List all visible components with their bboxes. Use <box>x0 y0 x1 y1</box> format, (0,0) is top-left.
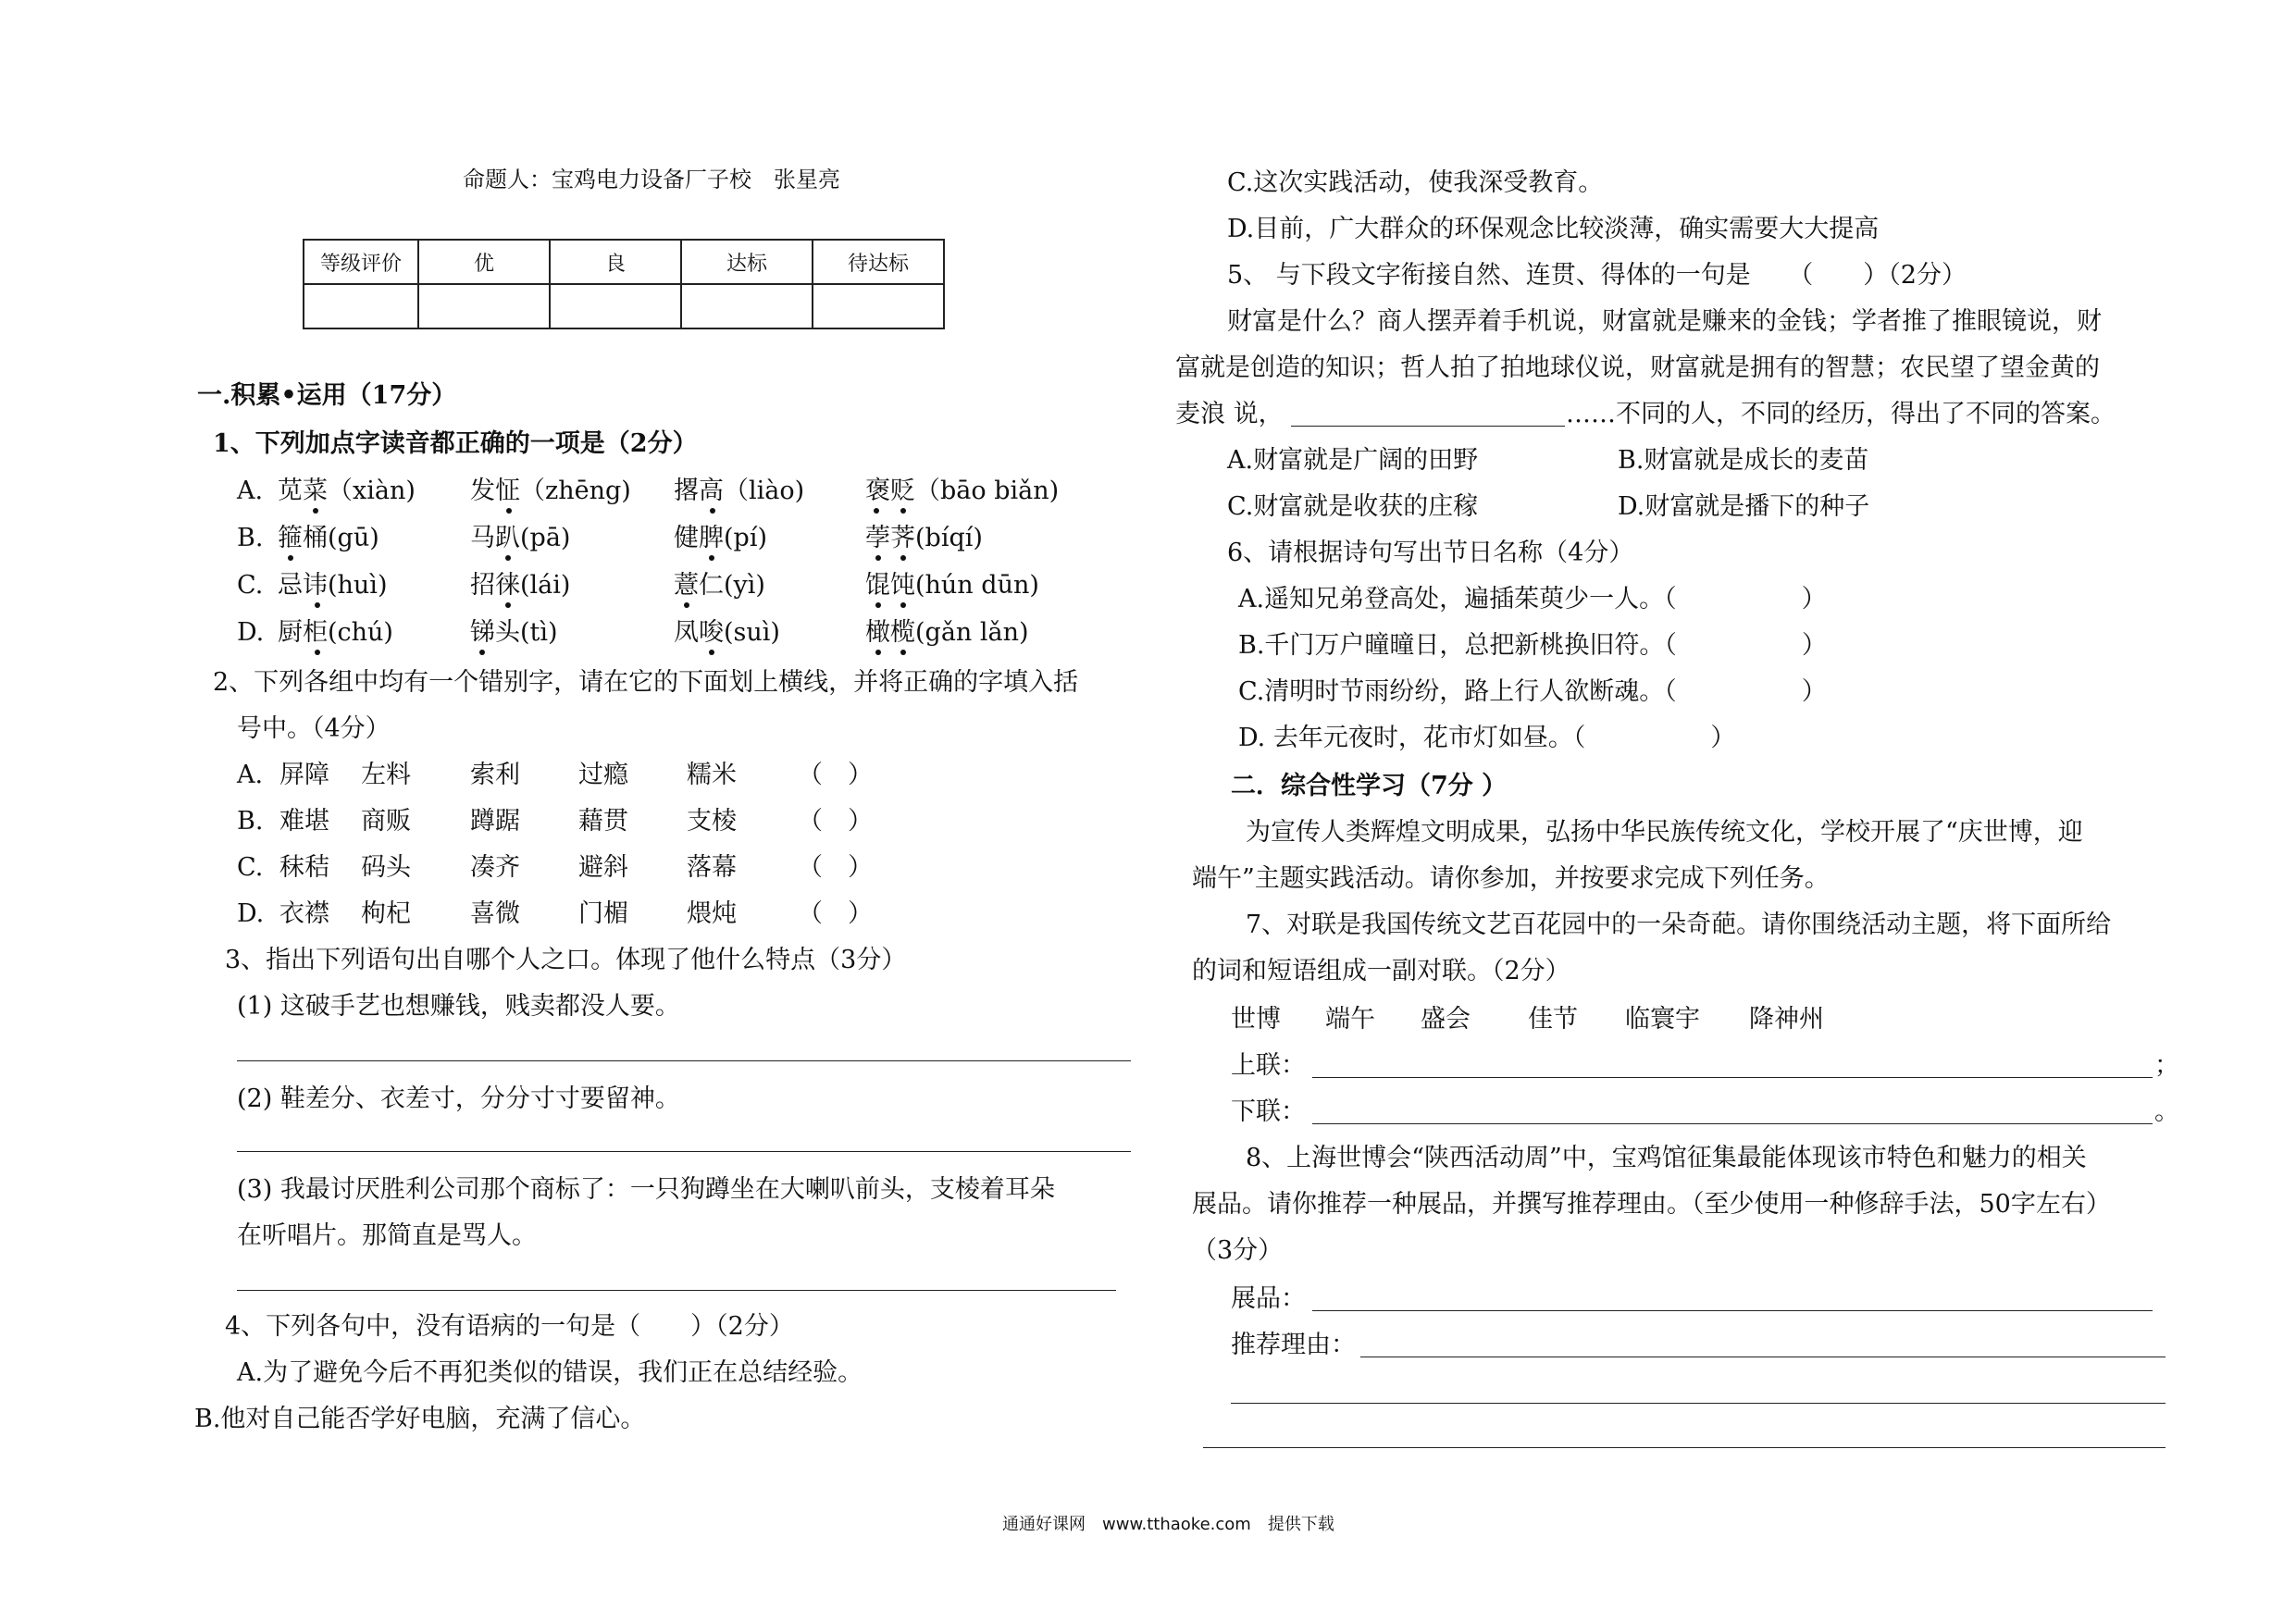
q2-row-c-w1: 秣秸 <box>279 853 329 882</box>
q2-row-d-w1: 衣襟 <box>279 899 329 928</box>
q1-row-b-item3: 健脾(pí) <box>674 524 767 552</box>
grade-empty-cell <box>304 284 418 328</box>
section1-heading: 一.积累•运用（17分） <box>197 381 457 410</box>
grade-empty-cell <box>813 284 944 328</box>
q5-passage-line2: 富就是创造的知识；哲人拍了拍地球仪说，财富就是拥有的智慧；农民望了望金黄的 <box>1175 353 2100 382</box>
grade-empty-cell <box>681 284 813 328</box>
q6-item-a: A.遥知兄弟登高处，遍插茱萸少一人。（ ） <box>1238 585 1827 613</box>
q2-row-c-blank[interactable]: （ ） <box>798 853 873 882</box>
q6-item-d: D. 去年元夜时，花市灯如昼。（ ） <box>1238 724 1736 752</box>
q1-row-a-item2: 发怔（zhēng) <box>470 477 631 505</box>
q2-row-d-w4: 门楣 <box>578 899 628 928</box>
q2-row-c-w3: 凑齐 <box>470 853 520 882</box>
q1-row-a-item1: 苋菜（xiàn) <box>278 477 416 505</box>
q3-sentence3-line1: (3) 我最讨厌胜利公司那个商标了：一只狗蹲坐在大喇叭前头，支棱着耳朵 <box>237 1175 1055 1204</box>
q2-row-c-letter: C. <box>237 853 264 882</box>
q1-row-c-item3: 薏仁(yì) <box>674 571 765 600</box>
q6-title: 6、请根据诗句写出节日名称（4分） <box>1227 539 1634 567</box>
q2-row-d-w5: 煨炖 <box>687 899 737 928</box>
q1-row-a-item3: 撂高（liào) <box>674 477 805 505</box>
q3-sentence3-line2: 在听唱片。那简直是骂人。 <box>237 1221 537 1250</box>
footer-credit: 通通好课网 www.tthaoke.com 提供下载 <box>1002 1515 1334 1534</box>
q1-row-a-letter: A. <box>237 477 264 505</box>
q1-row-d-item2: 锑头(tì) <box>470 618 558 647</box>
q4-option-b: B.他对自己能否学好电脑，充满了信心。 <box>194 1405 646 1433</box>
reason-label: 推荐理由： <box>1231 1331 1356 1359</box>
q1-row-b-item4: 荸荠(bíqí) <box>865 524 983 552</box>
q2-row-a-w1: 屏障 <box>279 761 329 789</box>
q3-title: 3、指出下列语句出自哪个人之口。体现了他什么特点（3分） <box>225 946 907 974</box>
q5-option-c: C.财富就是收获的庄稼 <box>1227 492 1479 521</box>
q4-option-d: D.目前，广大群众的环保观念比较淡薄，确实需要大大提高 <box>1227 215 1880 243</box>
q2-title-line2: 号中。（4分） <box>237 714 391 743</box>
q2-row-a-letter: A. <box>237 761 264 789</box>
q8-line1: 8、上海世博会“陕西活动周”中，宝鸡馆征集最能体现该市特色和魅力的相关 <box>1246 1144 2087 1172</box>
q1-row-a-item4: 褒贬（bāo biǎn) <box>865 477 1060 505</box>
q6-item-c: C.清明时节雨纷纷，路上行人欲断魂。（ ） <box>1238 677 1827 706</box>
q2-row-b-w4: 藉贯 <box>578 807 628 836</box>
q7-word-1: 世博 <box>1231 1005 1281 1034</box>
q7-word-2: 端午 <box>1325 1005 1375 1034</box>
lower-couplet-end: 。 <box>2154 1097 2179 1126</box>
lower-couplet-line[interactable] <box>1312 1123 2153 1124</box>
q2-row-b-w2: 商贩 <box>361 807 411 836</box>
q3-answer-line2[interactable] <box>237 1151 1131 1152</box>
q2-row-c-w4: 避斜 <box>578 853 628 882</box>
q1-title: 1、下列加点字读音都正确的一项是（2分） <box>213 429 698 458</box>
q1-row-c-letter: C. <box>237 571 264 600</box>
q2-row-b-w1: 难堪 <box>279 807 329 836</box>
exhibit-label: 展品： <box>1231 1284 1306 1313</box>
q7-line1: 7、对联是我国传统文艺百花园中的一朵奇葩。请你围绕活动主题，将下面所给 <box>1246 911 2112 939</box>
q2-row-a-w5: 糯米 <box>687 761 737 789</box>
q3-answer-line1[interactable] <box>237 1060 1131 1061</box>
q1-row-c-item1: 忌讳(huì) <box>278 571 388 600</box>
q7-word-5: 临寰宇 <box>1625 1005 1700 1034</box>
q4-title: 4、下列各句中，没有语病的一句是（ ）（2分） <box>225 1312 794 1341</box>
upper-couplet-label: 上联： <box>1231 1051 1306 1080</box>
q2-row-a-w2: 左料 <box>361 761 411 789</box>
q2-row-d-w3: 喜微 <box>470 899 520 928</box>
intro-line1: 为宣传人类辉煌文明成果，弘扬中华民族传统文化，学校开展了“庆世博，迎 <box>1246 818 2083 847</box>
q2-row-d-letter: D. <box>237 899 265 928</box>
q5-passage-line1: 财富是什么？商人摆弄着手机说，财富就是赚来的金钱；学者推了推眼镜说，财 <box>1227 307 2102 336</box>
q7-line2: 的词和短语组成一副对联。（2分） <box>1192 957 1570 985</box>
q4-option-c: C.这次实践活动，使我深受教育。 <box>1227 168 1604 197</box>
q3-sentence1: (1) 这破手艺也想赚钱，贱卖都没人要。 <box>237 992 680 1021</box>
upper-couplet-end: ； <box>2154 1051 2179 1080</box>
q2-row-c-w5: 落幕 <box>687 853 737 882</box>
q5-option-d: D.财富就是播下的种子 <box>1618 492 1870 521</box>
grade-col-pass: 达标 <box>681 240 813 284</box>
q2-row-a-blank[interactable]: （ ） <box>798 761 873 789</box>
grade-empty-cell <box>418 284 550 328</box>
q1-row-d-item1: 厨柜(chú) <box>278 618 393 647</box>
q7-word-6: 降神州 <box>1749 1005 1824 1034</box>
q1-row-c-item2: 招徕(lái) <box>470 571 571 600</box>
q5-title: 5、 与下段文字衔接自然、连贯、得体的一句是 （ ）（2分） <box>1227 261 1967 290</box>
q1-row-c-item4: 馄饨(hún dūn) <box>865 571 1039 600</box>
q2-row-b-letter: B. <box>237 807 264 836</box>
grade-table <box>303 239 945 329</box>
q2-title-line1: 2、下列各组中均有一个错别字，请在它的下面划上横线，并将正确的字填入括 <box>213 668 1079 697</box>
q2-row-b-w5: 支棱 <box>687 807 737 836</box>
section2-heading: 二．综合性学习（7分 ） <box>1231 772 1508 800</box>
q2-row-a-w4: 过瘾 <box>578 761 628 789</box>
q3-answer-line3[interactable] <box>237 1290 1116 1291</box>
grade-col-excellent: 优 <box>418 240 550 284</box>
q8-line3: （3分） <box>1192 1236 1284 1265</box>
q7-word-3: 盛会 <box>1421 1005 1471 1034</box>
q2-row-a-w3: 索利 <box>470 761 520 789</box>
reason-answer-line2[interactable] <box>1231 1403 2166 1404</box>
grade-table-label: 等级评价 <box>304 240 418 284</box>
q1-row-d-item4: 橄榄(gǎn lǎn) <box>865 618 1029 647</box>
q5-passage-line3a: 麦浪 说， <box>1175 400 1284 428</box>
q2-row-d-blank[interactable]: （ ） <box>798 899 873 928</box>
q1-row-b-item2: 马趴(pā) <box>470 524 571 552</box>
q3-sentence2: (2) 鞋差分、衣差寸，分分寸寸要留神。 <box>237 1084 680 1113</box>
grade-col-good: 良 <box>550 240 681 284</box>
author-line: 命题人：宝鸡电力设备厂子校 张星亮 <box>463 167 840 192</box>
q2-row-b-blank[interactable]: （ ） <box>798 807 873 836</box>
grade-col-pending: 待达标 <box>813 240 944 284</box>
q5-fill-blank[interactable] <box>1291 426 1565 427</box>
q7-word-4: 佳节 <box>1528 1005 1578 1034</box>
q1-row-b-item1: 箍桶(gū) <box>278 524 379 552</box>
q4-option-a: A.为了避免今后不再犯类似的错误，我们正在总结经验。 <box>237 1358 863 1387</box>
reason-answer-line3[interactable] <box>1203 1447 2166 1448</box>
q8-line2: 展品。请你推荐一种展品，并撰写推荐理由。（至少使用一种修辞手法，50字左右） <box>1192 1190 2111 1219</box>
q5-option-b: B.财富就是成长的麦苗 <box>1618 446 1869 475</box>
upper-couplet-line[interactable] <box>1312 1077 2153 1078</box>
exhibit-answer-line[interactable] <box>1312 1310 2153 1311</box>
q5-passage-line3b: ……不同的人，不同的经历，得出了不同的答案。 <box>1566 400 2116 428</box>
q5-option-a: A.财富就是广阔的田野 <box>1227 446 1479 475</box>
q6-item-b: B.千门万户曈曈日，总把新桃换旧符。（ ） <box>1238 631 1827 660</box>
grade-empty-cell <box>550 284 681 328</box>
q2-row-d-w2: 枸杞 <box>361 899 411 928</box>
q2-row-c-w2: 码头 <box>361 853 411 882</box>
lower-couplet-label: 下联： <box>1231 1097 1306 1126</box>
q2-row-b-w3: 蹲踞 <box>470 807 520 836</box>
q1-row-b-letter: B. <box>237 524 264 552</box>
q1-row-d-letter: D. <box>237 618 265 647</box>
intro-line2: 端午”主题实践活动。请你参加，并按要求完成下列任务。 <box>1192 864 1830 893</box>
q1-row-d-item3: 凤唆(suì) <box>674 618 780 647</box>
